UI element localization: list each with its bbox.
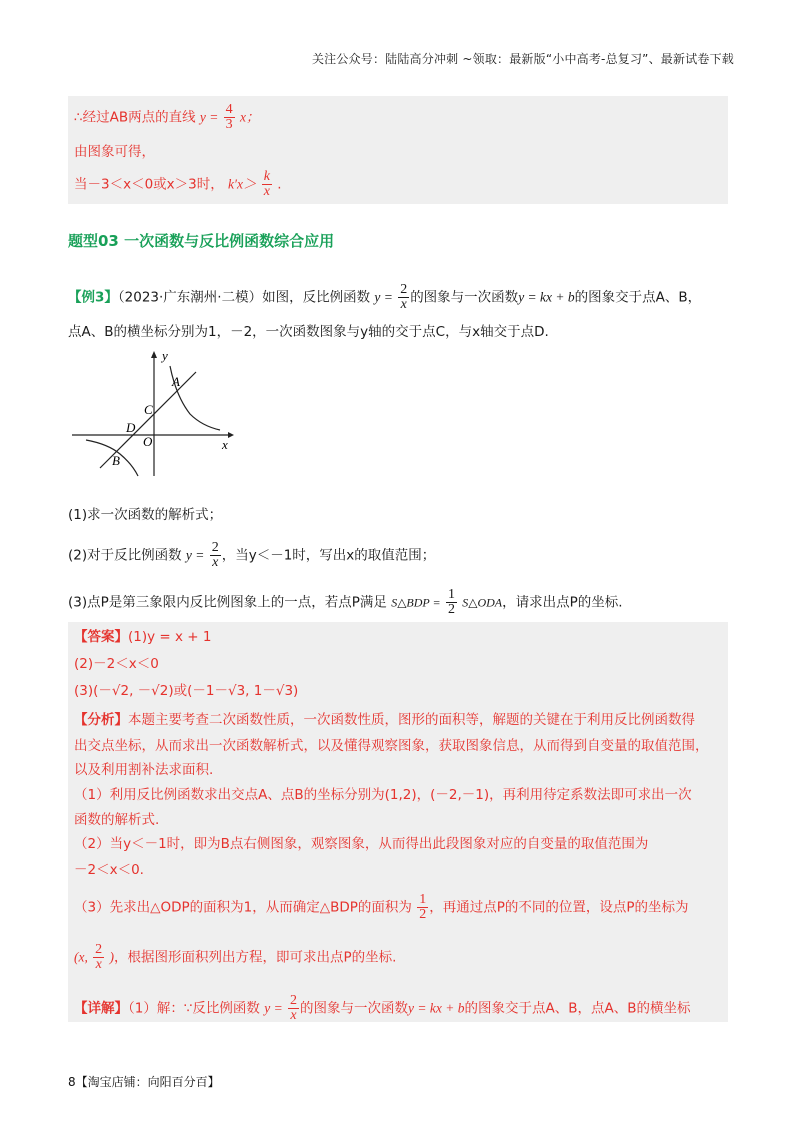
analysis-p3-line-2: (x, $\frac{2}{x}$ )，根据图形面积列出方程，即可求出点P的坐标.	[74, 942, 397, 972]
answer-3: (3)(－√2, －√2)或(－1－√3, 1－√3)	[74, 683, 299, 699]
graph-label-c: C	[144, 402, 153, 417]
prev-line-1: ∴经过AB两点的直线 y = $\frac{4}{3}$ x；	[74, 102, 260, 132]
example-label: 【例3】	[68, 289, 118, 306]
graph-label-b: B	[112, 453, 120, 468]
page-header: 关注公众号：陆陆高分冲刺 ~领取：最新版“小中高考-总复习”、最新试卷下载	[311, 52, 734, 66]
analysis-line-2: 出交点坐标，从而求出一次函数解析式，以及懂得观察图象，获取图象信息，从而得到自变量的取值范围，	[74, 738, 709, 754]
graph-label-o: O	[143, 434, 153, 449]
prev-line-2: 由图象可得，	[74, 144, 155, 160]
example-line-2: 点A、B的横坐标分别为1，－2，一次函数图象与y轴的交于点C，与x轴交于点D.	[68, 324, 549, 340]
example-line-1: 【例3】（2023·广东潮州·二模）如图，反比例函数 y = $\frac{2}{x}$ 的图象与一次函数y = kx + b的图象交于点A、B，	[68, 282, 702, 312]
question-3: (3)点P是第三象限内反比例图象上的一点，若点P满足 S△BDP = $\frac{1}{2}$ S△ODA，请求出点P的坐标.	[68, 587, 623, 617]
analysis-p2-line-1: （2）当y＜－1时，即为B点右侧图象，观察图象，从而得出此段图象对应的自变量的取值范围为	[74, 836, 649, 852]
analysis-p3-line-1: （3）先求出△ODP的面积为1，从而确定△BDP的面积为 $\frac{1}{2}$ ，再通过点P的不同的位置，设点P的坐标为	[74, 892, 689, 922]
question-1: (1)求一次函数的解析式；	[68, 507, 223, 523]
graph-label-d: D	[126, 420, 136, 435]
analysis-p1-line-2: 函数的解析式.	[74, 812, 160, 828]
x-axis-arrow-icon	[228, 432, 234, 438]
page-footer: 8【淘宝店铺：向阳百分百】	[68, 1075, 220, 1089]
answer-1: 【答案】(1)y = x + 1	[74, 629, 212, 645]
analysis-p1-line-1: （1）利用反比例函数求出交点A、点B的坐标分别为(1,2)，(－2,－1)，再利用待定系数法即可求出一次	[74, 787, 692, 803]
graph-label-a: A	[172, 374, 180, 389]
y-axis-arrow-icon	[151, 351, 157, 358]
answer-2: (2)－2＜x＜0	[74, 656, 159, 672]
detail-line-1: 【详解】（1）解：∵反比例函数 y = $\frac{2}{x}$ 的图象与一次函数y = kx + b的图象交于点A、B，点A、B的横坐标	[74, 993, 691, 1023]
function-graph	[68, 348, 238, 478]
prev-line-3: 当－3＜x＜0或x＞3时， k′x＞ $\frac{k}{x}$ .	[74, 169, 282, 199]
graph-label-x: x	[222, 437, 228, 452]
graph-label-y: y	[162, 348, 168, 363]
section-title: 题型03 一次函数与反比例函数综合应用	[68, 232, 335, 250]
analysis-p2-line-2: －2＜x＜0.	[74, 862, 144, 878]
analysis-line-3: 以及利用割补法求面积.	[74, 762, 214, 778]
analysis-line-1: 【分析】本题主要考查二次函数性质，一次函数性质，图形的面积等，解题的关键在于利用反比例函数得	[74, 712, 695, 728]
question-2: (2)对于反比例函数 y = $\frac{2}{x}$ ，当y＜－1时，写出x的取值范围；	[68, 540, 436, 570]
